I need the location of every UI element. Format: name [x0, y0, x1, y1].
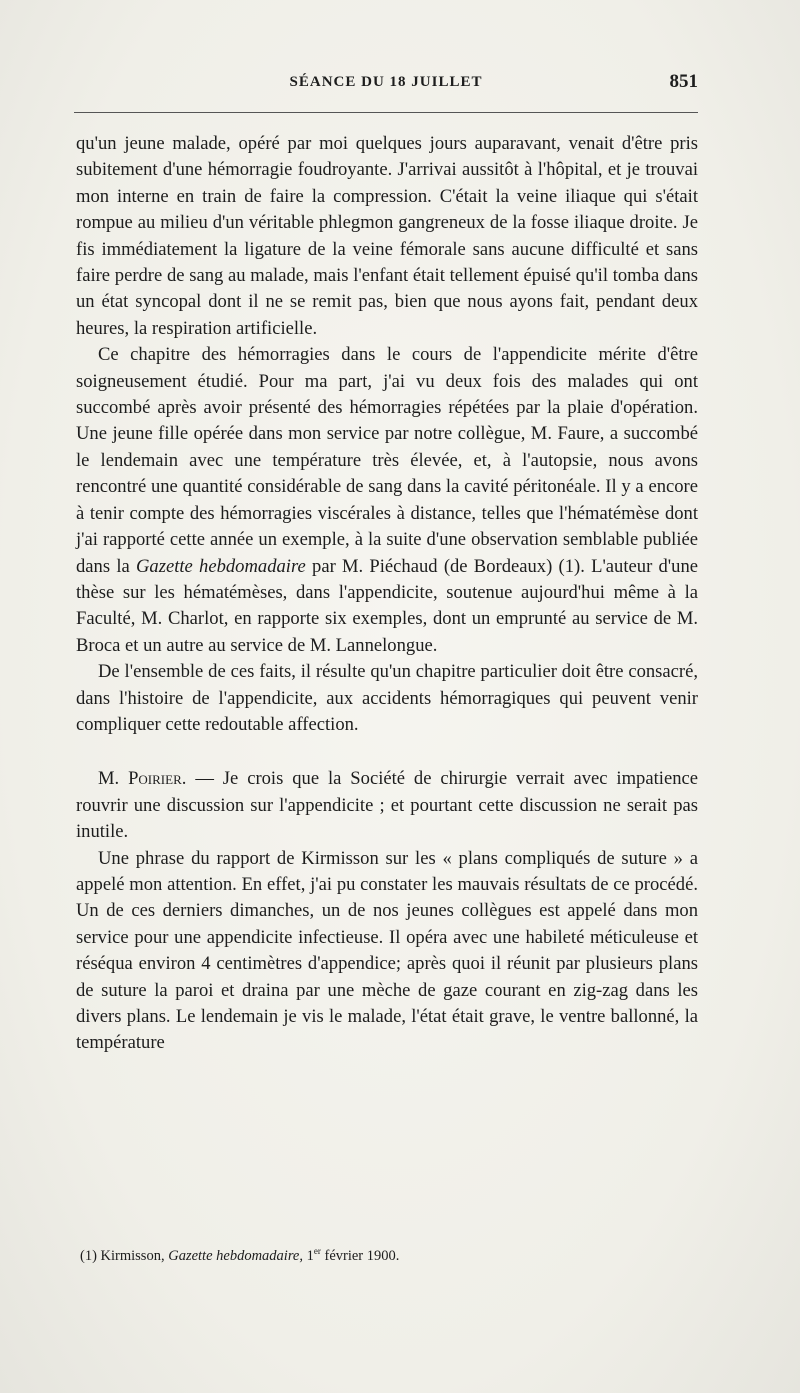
paragraph: De l'ensemble de ces faits, il résulte qu'un chapitre particulier doit être consacré, dans l'histoire de l'appendicite, aux accidents hémorragiques qui peuvent venir compliquer cette redoutable affection.: [76, 661, 698, 735]
footnote: [80, 1241, 698, 1266]
journal-title: Gazette hebdomadaire: [136, 555, 306, 577]
paragraph-text: par M. Piéchaud (de Bordeaux) (1). L'auteur d'une thèse sur les hématémèses, dans l'appendicite, soutenue aujourd'hui même à la Faculté, M. Charlot, en rapporte six exemples, dont un emprunté au service de M. Broca et un autre au service de M. Lannelongue.: [76, 555, 698, 656]
paragraph: qu'un jeune malade, opéré par moi quelques jours auparavant, venait d'être pris subitement d'une hémorragie foudroyante. J'arrivai aussitôt à l'hôpital, et je trouvai mon interne en train de faire la compression. C'était la veine iliaque qui s'était rompue au milieu d'un véritable phlegmon gangreneux de la fosse iliaque droite. Je fis immédiatement la ligature de la veine fémorale sans aucune difficulté et sans faire perdre de sang au malade, mais l'enfant était tellement épuisé qu'il tomba dans un état syncopal dont il ne se remit pas, bien que nous ayons fait, pendant deux heures, la respiration artificielle.: [76, 133, 698, 339]
footnote-marker: (1) Kirmisson,: [80, 1247, 165, 1264]
footnote-date: février 1900.: [324, 1247, 400, 1264]
header-rule: [74, 112, 698, 113]
page-number: 851: [669, 71, 698, 92]
paragraph-text: Ce chapitre des hémorragies dans le cours de l'appendicite mérite d'être soigneusement étudié. Pour ma part, j'ai vu deux fois des malades qui ont succombé après avoir présenté des hémorragies répétées par la plaie d'opération. Une jeune fille opérée dans mon service par notre collègue, M. Faure, a succombé le lendemain avec une température très élevée, et, à l'autopsie, nous avons rencontré une quantité considérable de sang dans la cavité péritonéale. Il y a encore à tenir compte des hémorragies viscérales à distance, telles que l'hématémèse dont j'ai rapporté cette année un exemple, à la suite d'une observation semblable publiée dans la: [76, 344, 698, 577]
speaker-name: M. Poirier.: [98, 768, 187, 790]
body-text: [76, 131, 698, 1057]
footnote-journal: Gazette hebdomadaire,: [168, 1247, 303, 1264]
section-gap: [76, 738, 698, 766]
footnote-ordinal: er: [313, 1246, 321, 1256]
paragraph: Une phrase du rapport de Kirmisson sur les « plans compliqués de suture » a appelé mon attention. En effet, j'ai pu constater les mauvais résultats de ce procédé. Un de ces derniers dimanches, un de nos jeunes collègues est appelé dans mon service pour une appendicite infectieuse. Il opéra avec une habileté méticuleuse et réséqua environ 4 centimètres d'appendice; après quoi il réunit par plusieurs plans de suture la paroi et draina par une mèche de gaze courant en zig-zag dans les divers plans. Le lendemain je vis le malade, l'état était grave, le ventre ballonné, la température: [76, 847, 698, 1054]
footnote-day: 1: [306, 1247, 314, 1264]
paragraph: [76, 766, 698, 845]
paragraph-text: — Je crois que la Société de chirurgie verrait avec impatience rouvrir une discussion sur l'appendicite ; et pourtant cette discussion ne serait pas inutile.: [76, 768, 698, 843]
paragraph: [76, 342, 698, 659]
running-title: SÉANCE DU 18 JUILLET: [289, 74, 483, 90]
page-header: [74, 70, 698, 96]
